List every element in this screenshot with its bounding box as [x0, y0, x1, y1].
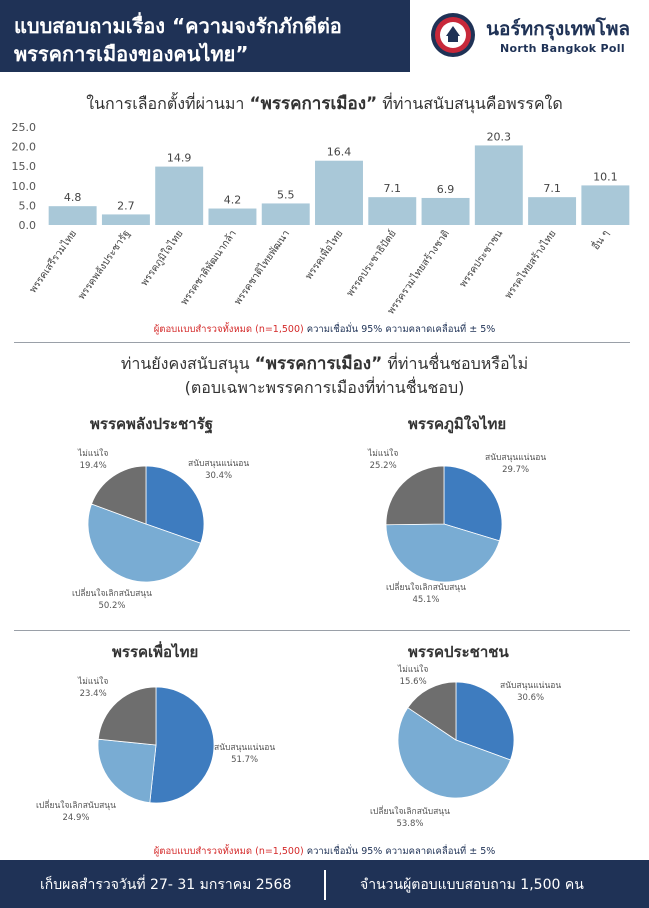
pie3-label-switch-text: เปลี่ยนใจเลิกสนับสนุน	[36, 801, 116, 811]
brand-name-thai: นอร์ทกรุงเทพโพล	[486, 18, 631, 40]
pie-question-subtitle: (ตอบเฉพาะพรรคการเมืองที่ท่านชื่นชอบ)	[184, 378, 465, 397]
pie1-label-support	[188, 458, 249, 482]
pie3-label-support	[214, 742, 275, 766]
divider-middle	[14, 630, 630, 631]
pie2-label-unsure	[368, 448, 398, 472]
pie4-label-unsure-value: 15.6%	[399, 677, 427, 687]
pie4-label-unsure	[398, 664, 428, 688]
pie1-label-unsure	[78, 448, 108, 472]
bar-value-label: 4.2	[223, 193, 242, 207]
x-category-label: พรรคภูมิใจไทย	[139, 228, 186, 289]
pie2-label-switch	[386, 582, 466, 606]
pie2-label-unsure-text: ไม่แน่ใจ	[368, 449, 399, 459]
footer-separator	[324, 870, 326, 900]
x-category-label: อื่น ๆ	[590, 228, 612, 253]
sample-note-bottom	[0, 844, 649, 859]
pie3-label-support-text: สนับสนุนแน่นอน	[214, 743, 276, 753]
pie3-label-unsure	[78, 676, 108, 700]
pie4-label-support-text: สนับสนุนแน่นอน	[500, 681, 562, 691]
x-category-label: พรรคเพื่อไทย	[303, 228, 346, 282]
pie-question-bold: “พรรคการเมือง”	[254, 354, 383, 374]
survey-dates: เก็บผลสำรวจวันที่ 27- 31 มกราคม 2568	[40, 877, 292, 893]
y-tick-label: 25.0	[11, 121, 36, 134]
pie-title-palang-pracharat: พรรคพลังประชารัฐ	[90, 415, 214, 433]
title-line-2: พรรคการเมืองของคนไทย”	[14, 42, 249, 66]
bar-value-label: 5.5	[276, 188, 295, 202]
pie-slice	[98, 739, 156, 802]
pie-title-bhumjaithai: พรรคภูมิใจไทย	[408, 415, 507, 433]
bar-value-label: 7.1	[383, 182, 402, 196]
x-category-label: พรรคชาติไทยพัฒนา	[232, 228, 293, 308]
x-category-label: พรรคประชาธิปัตย์	[344, 228, 399, 299]
pie-title-pheu-thai: พรรคเพื่อไทย	[112, 643, 199, 661]
pie2-label-support-value: 29.7%	[502, 465, 530, 475]
pie-slice	[150, 687, 214, 803]
pie4-label-switch-text: เปลี่ยนใจเลิกสนับสนุน	[370, 807, 450, 817]
x-category-label: พรรคเสรีรวมไทย	[27, 228, 80, 296]
x-category-label: พรรคพลังประชารัฐ	[76, 228, 133, 302]
bar-question-post: ที่ท่านสนับสนุนคือพรรคใด	[377, 94, 563, 113]
pie3-label-unsure-text: ไม่แน่ใจ	[78, 677, 109, 687]
pie1-label-support-value: 30.4%	[205, 471, 233, 481]
pie-question-post: ที่ท่านชื่นชอบหรือไม่	[382, 354, 529, 373]
bar-question-bold: “พรรคการเมือง”	[249, 94, 378, 114]
pie1-label-switch	[72, 588, 152, 612]
respondent-count: จำนวนผู้ตอบแบบสอบถาม 1,500 คน	[360, 877, 584, 893]
x-category-label: พรรคไทยสร้างไทย	[503, 228, 559, 302]
sample-note-bottom-red: ผู้ตอบแบบสำรวจทั้งหมด (n=1,500)	[153, 846, 304, 857]
bar-value-label: 2.7	[117, 199, 135, 213]
x-category-label: พรรคชาติพัฒนากล้า	[178, 228, 239, 308]
pie-title-prachachon: พรรคประชาชน	[408, 643, 509, 661]
pie3-label-unsure-value: 23.4%	[79, 689, 107, 699]
y-tick-label: 15.0	[11, 160, 36, 174]
pie1-label-unsure-text: ไม่แน่ใจ	[78, 449, 109, 459]
pie2-label-support	[485, 452, 546, 476]
sample-note-bottom-navy: ความเชื่อมั่น 95% ความคลาดเคลื่อนที่ ± 5%	[303, 846, 496, 857]
pie4-label-unsure-text: ไม่แน่ใจ	[398, 665, 429, 675]
pie4-label-support-value: 30.6%	[517, 693, 545, 703]
title-line-1: แบบสอบถามเรื่อง “ความจงรักภักดีต่อ	[14, 14, 342, 38]
pie1-label-unsure-value: 19.4%	[79, 461, 107, 471]
pie1-label-support-text: สนับสนุนแน่นอน	[188, 459, 250, 469]
pie3-label-support-value: 51.7%	[231, 755, 259, 765]
pie2-label-switch-text: เปลี่ยนใจเลิกสนับสนุน	[386, 583, 466, 593]
bar-value-label: 7.1	[543, 182, 561, 196]
x-category-label: พรรครวมไทยสร้างชาติ	[385, 228, 453, 317]
bar-value-label: 14.9	[166, 151, 192, 165]
y-tick-label: 10.0	[11, 179, 36, 193]
bar-value-label: 20.3	[486, 130, 512, 144]
pie2-label-unsure-value: 25.2%	[369, 461, 397, 471]
sample-note-navy: ความเชื่อมั่น 95% ความคลาดเคลื่อนที่ ± 5%	[303, 324, 496, 335]
bar-value-label: 10.1	[593, 170, 618, 184]
bar-value-label: 6.9	[436, 182, 455, 196]
footer	[0, 860, 649, 908]
pie2-label-switch-value: 45.1%	[412, 595, 440, 605]
y-tick-label: 0.0	[18, 219, 36, 232]
x-category-label: พรรคประชาชน	[457, 228, 506, 290]
pie4-label-support	[500, 680, 561, 704]
bar-value-label: 16.4	[326, 145, 352, 159]
pie4-label-switch-value: 53.8%	[396, 819, 424, 829]
pie3-label-switch-value: 24.9%	[62, 813, 90, 823]
pie-slice	[386, 466, 444, 525]
bar-question-pre: ในการเลือกตั้งที่ผ่านมา	[86, 94, 250, 113]
pie1-label-switch-text: เปลี่ยนใจเลิกสนับสนุน	[72, 589, 152, 599]
bar-value-label: 4.8	[63, 191, 82, 205]
y-tick-label: 5.0	[18, 199, 36, 213]
pie2-label-support-text: สนับสนุนแน่นอน	[485, 453, 547, 463]
pie4-label-switch	[370, 806, 450, 830]
brand-name-english: North Bangkok Poll	[500, 42, 625, 55]
sample-note-red: ผู้ตอบแบบสำรวจทั้งหมด (n=1,500)	[153, 324, 304, 335]
pie-question-pre: ท่านยังคงสนับสนุน	[120, 354, 255, 373]
pie3-label-switch	[36, 800, 116, 824]
y-tick-label: 20.0	[11, 140, 36, 154]
pie1-label-switch-value: 50.2%	[98, 601, 126, 611]
